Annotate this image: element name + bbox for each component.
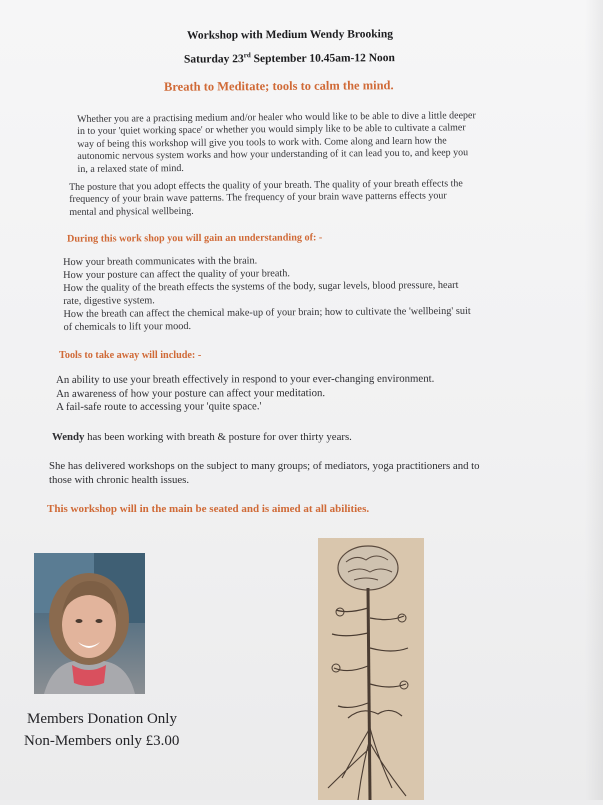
- members-price: Members Donation Only: [27, 711, 177, 727]
- understanding-item: How your breath communicates with the brain.: [63, 255, 258, 268]
- portrait-drawing: [34, 553, 145, 694]
- flyer-subtitle: Breath to Meditate; tools to calm the mind.: [163, 78, 394, 94]
- flyer-title: Workshop with Medium Wendy Brooking: [186, 28, 394, 42]
- portrait-photo: [34, 553, 145, 694]
- intro-line: in, a relaxed state of mind.: [77, 162, 184, 175]
- posture-line: The posture that you adopt effects the quality of your breath. The quality of your breath effects the: [69, 178, 463, 193]
- understanding-item: How the breath can affect the chemical make-up of your brain; how to cultivate the 'wellbeing' suit: [63, 305, 471, 320]
- tools-item: A fail-safe route to accessing your 'quite space.': [56, 400, 262, 414]
- flyer-date: Saturday 23rd September 10.45am-12 Noon: [183, 51, 395, 66]
- tools-list: [56, 373, 434, 415]
- tools-heading: Tools to take away will include: -: [59, 350, 202, 361]
- intro-paragraph: [77, 110, 476, 176]
- tools-item: An awareness of how your posture can affect your meditation.: [56, 386, 326, 400]
- understanding-heading: During this work shop you will gain an understanding of: -: [66, 232, 323, 245]
- nervous-system-illustration: [318, 538, 424, 800]
- intro-line: Whether you are a practising medium and/or healer who would like to be able to dive a little deeper: [77, 110, 476, 125]
- intro-line: way of being this workshop will give you tools to work with. Come along and learn how the: [77, 135, 447, 150]
- understanding-item: How the quality of the breath effects the systems of the body, sugar levels, blood pressure, heart: [63, 279, 459, 294]
- understanding-list: [63, 253, 471, 334]
- intro-line: in to your 'quiet working space' or whether you would simply like to be able to cultivate a calmer: [77, 122, 466, 138]
- posture-line: frequency of your brain wave patterns. The frequency of your brain wave patterns effects your: [69, 190, 447, 206]
- posture-line: mental and physical wellbeing.: [69, 205, 194, 218]
- posture-paragraph: [69, 178, 463, 219]
- understanding-item: rate, digestive system.: [63, 295, 155, 307]
- wendy-experience: Wendy has been working with breath & posture for over thirty years.: [52, 431, 352, 443]
- understanding-item: of chemicals to lift your mood.: [63, 320, 192, 333]
- page-shadow: [585, 0, 603, 800]
- delivered-paragraph: [49, 460, 480, 487]
- delivered-line: those with chronic health issues.: [49, 473, 190, 486]
- nervous-system-drawing: [318, 538, 424, 800]
- delivered-line: She has delivered workshops on the subject to many groups; of mediators, yoga practitioners and to: [49, 460, 480, 472]
- non-members-price: Non-Members only £3.00: [24, 733, 180, 749]
- wendy-name: Wendy: [52, 431, 85, 443]
- intro-line: autonomic nervous system works and how your understanding of it can lead you to, and keep you: [77, 147, 469, 163]
- tools-item: An ability to use your breath effectively in respond to your ever-changing environment.: [56, 372, 435, 386]
- understanding-item: How your posture can affect the quality of your breath.: [63, 268, 291, 281]
- seated-note: This workshop will in the main be seated and is aimed at all abilities.: [47, 503, 370, 515]
